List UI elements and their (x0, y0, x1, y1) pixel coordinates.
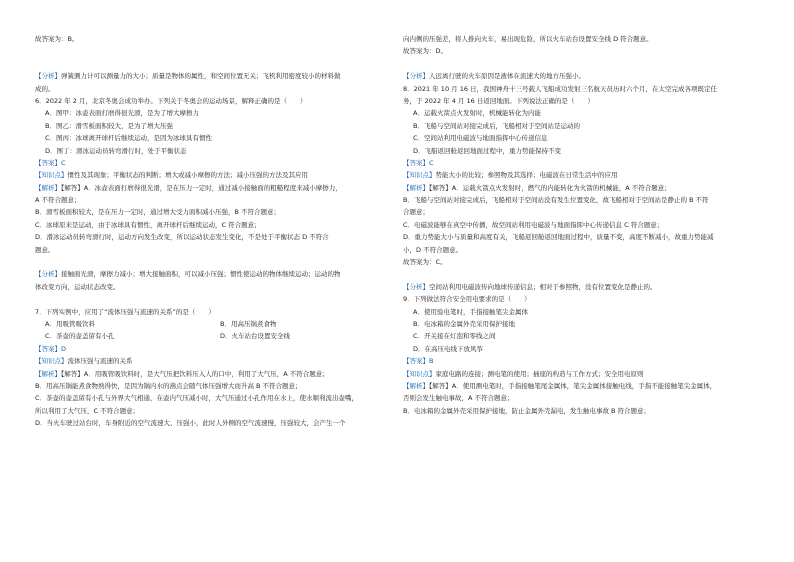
question-7: 7．下列实例中，应用了“流体压强与流速的关系”的是（ ） (35, 307, 215, 316)
solution-line: B．滑雪板面积较大，是在压力一定时，通过增大受力面积减小压强，B 不符合题意； (35, 208, 280, 217)
answer-line: 故答案为：B。 (35, 35, 79, 43)
solution-line: 【解析】【解答】A．用吸管吸饮料时，是大气压把饮料压入人的口中，利用了大气压，A 不符合题意； (35, 369, 329, 378)
option-b: B．用高压锅煮食物 (220, 320, 277, 328)
solution-line: B．飞船与空间站对接完成后，飞船相对于空间站没有发生位置变化，故飞船相对于空间站是静止的 B 不符 (403, 196, 709, 205)
answer-line: 故答案为：D。 (403, 47, 448, 56)
solution-line: 合题意； (403, 208, 429, 217)
knowledge-point: 【知识点】流体压强与流速的关系 (35, 357, 133, 366)
option-c: C．茶壶的壶盖留有小孔 (45, 332, 115, 341)
option-c: C．图丙：冰球离开球杆后继续运动，是因为冰球具有惯性 (45, 134, 213, 143)
option-b: B．图乙：滑雪板面积较大，是为了增大压强 (45, 121, 173, 130)
solution-line: C．电磁波能够在真空中传播，故空间站利用电磁波与地面指挥中心传递信息 C 符合题意； (403, 220, 664, 229)
left-column (35, 33, 395, 430)
solution-line: B．电冰箱的金属外壳采用保护接地，防止金属外壳漏电，发生触电事故 B 符合题意； (403, 406, 651, 415)
option-a: A．使用验电笔时，手指接触笔尖金属体 (413, 307, 528, 316)
option-c: C．开关接在灯泡和零线之间 (413, 332, 496, 341)
option-d: D．在高压电线下放风筝 (413, 344, 484, 353)
solution-line: 【解析】【解答】A．运载火箭点火发射时，燃气的内能转化为火箭的机械能，A 不符合题意； (403, 183, 671, 192)
analysis-line: 【分析】空间站利用电磁波传向地球传递信息；相对于参照物，没有位置变化是静止的。 (403, 282, 657, 291)
solution-line: 向内侧的压强差，将人推向火车，易出现危险，所以火车站台设置安全线 D 符合题意。 (403, 35, 653, 43)
answer-label: 【答案】D (35, 344, 67, 353)
analysis-line: 【分析】接触面光滑，摩擦力减小；增大接触面积，可以减小压强；惯性使运动的物体继续运动；运动的物 (35, 270, 341, 279)
question-8: 8．2021 年 10 月 16 日，我国神舟十三号载人飞船成功发射三名航天员历时六个月，在太空完成各项既定任 (403, 84, 718, 93)
analysis-line: 【分析】弹簧测力计可以测量力的大小；质量是物体的属性，和空间位置无关；飞机利用密度较小的材料做 (35, 72, 341, 81)
solution-line: 题意。 (35, 245, 55, 254)
analysis-line: 成的。 (35, 84, 55, 93)
solution-line: 所以利用了大气压，C 不符合题意； (35, 406, 140, 415)
solution-line: B．用高压锅能煮食物熟得快，是因为锅内水的沸点会随气体压强增大而升高 B 不符合题意； (35, 381, 302, 390)
option-d: D．火车站台设置安全线 (220, 332, 291, 341)
solution-line: C．冰球原来是运动，由于冰球具有惯性，离开球杆后继续运动，C 符合题意； (35, 220, 261, 229)
question-9: 9．下列做法符合安全用电要求的是（ ） (403, 295, 531, 304)
right-column (403, 33, 763, 417)
option-a: A．用吸管吸饮料 (45, 320, 95, 328)
solution-line: 小，D 不符合题意。 (403, 245, 463, 254)
option-d: D．飞船返回舱返回地面过程中，重力势能保持不变 (413, 146, 562, 155)
answer-label: 【答案】C (403, 158, 434, 167)
question-6: 6．2022 年 2 月，北京冬奥会成功举办。下列关于冬奥会的运动场景，解释正确的是（ ） (35, 96, 307, 105)
option-c: C．空间站利用电磁波与地面指挥中心传递信息 (413, 134, 548, 143)
analysis-line: 体改变方向，运动状态改变。 (35, 282, 120, 291)
answer-line: 故答案为：C。 (403, 258, 447, 267)
solution-line: D．滑冰运动员转弯滑行时，运动方向发生改变，所以运动状态发生变化，不是处于平衡状态 D 不符合 (35, 233, 329, 242)
solution-line: C．茶壶的壶盖留有小孔与外界大气相通，在壶内气压减小时，大气压通过小孔作用在水上，使水顺利流出壶嘴， (35, 394, 359, 403)
option-b: B．飞船与空间站对接完成后，飞船相对于空间站是运动的 (413, 121, 580, 130)
options-row (35, 318, 395, 330)
solution-line: 【解析】【解答】A．冰壶表面打磨得很光滑，是在压力一定时，通过减小接触面的粗糙程度来减小摩擦力， (35, 183, 342, 192)
option-a: A．图甲：冰壶表面打磨得很光滑，是为了增大摩擦力 (45, 109, 199, 118)
knowledge-point: 【知识点】势能大小的比较；参照物及其选择；电磁波在日常生活中的应用 (403, 171, 618, 180)
answer-label: 【答案】B (403, 357, 434, 366)
solution-line: D．重力势能大小与质量和高度有关，飞船返回舱返回地面过程中，质量不变，高度不断减小，故重力势能减 (403, 233, 714, 242)
solution-line: 【解析】【解答】A．使用测电笔时，手指接触笔尾金属体，笔尖金属体接触电线，手指不能接触笔尖金属体， (403, 381, 717, 390)
options-row (35, 330, 395, 342)
knowledge-point: 【知识点】家庭电路的连接；测电笔的使用；插座的构造与工作方式；安全用电原则 (403, 369, 644, 378)
analysis-line: 【分析】人远离行驶的火车原因是液体在流速大的地方压强小。 (403, 72, 585, 81)
question-8: 务，于 2022 年 4 月 16 日返回地面。下列说法正确的是（ ） (403, 96, 594, 105)
solution-line: 否则会发生触电事故，A 不符合题意； (403, 394, 514, 403)
answer-label: 【答案】C (35, 158, 66, 167)
option-b: B．电冰箱的金属外壳采用保护接地 (413, 319, 515, 328)
solution-line: D．当火车驶过站台时，车身附近的空气流速大、压强小，此时人外侧的空气流速慢，压强较大，会产生一个 (35, 419, 346, 428)
knowledge-point: 【知识点】惯性及其现象；平衡状态的判断；增大或减小摩擦的方法；减小压强的方法及其应用 (35, 171, 308, 180)
option-a: A．运载火箭点火发射时，机械能转化为内能 (413, 109, 541, 118)
solution-line: A 不符合题意； (35, 196, 81, 205)
option-d: D．图丁：滑冰运动员转弯滑行时，处于平衡状态 (45, 146, 187, 155)
